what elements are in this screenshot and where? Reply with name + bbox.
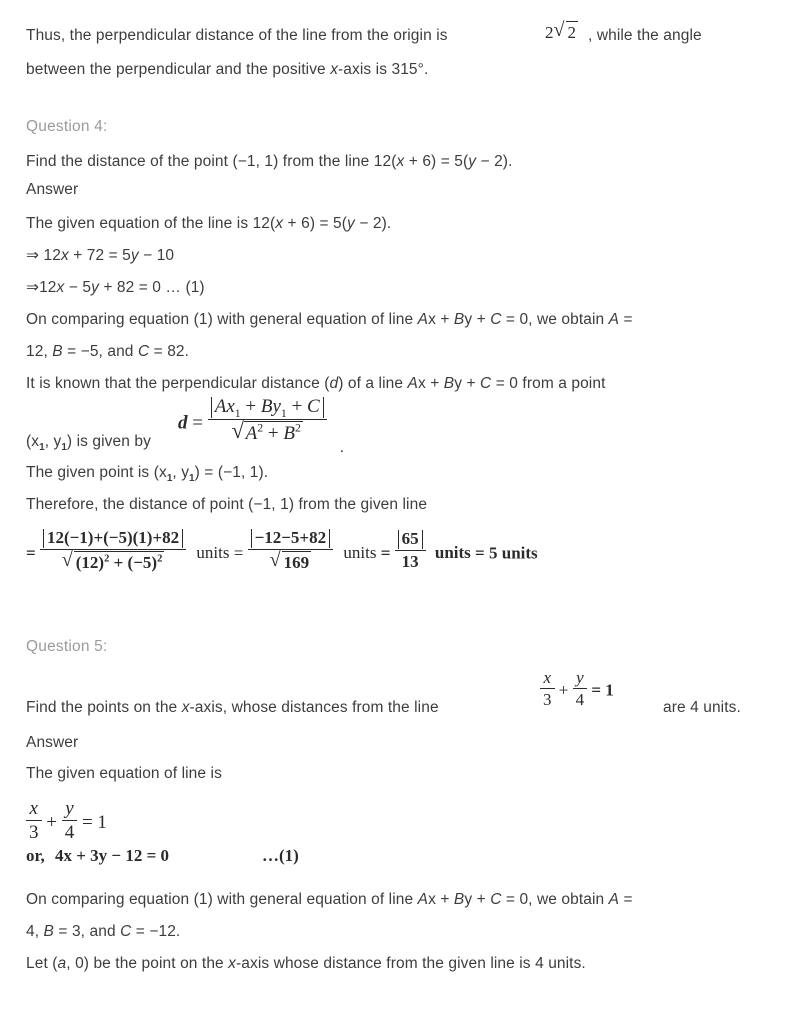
calc-f1-absolute-value: 12(−1)+(−5)(1)+82 xyxy=(43,529,183,548)
q4-known-c: x + xyxy=(417,375,444,392)
q5-inline-plus: + xyxy=(558,680,569,700)
q4-prompt-a: Find the distance of the point (−1, 1) from the line 12( xyxy=(26,153,397,170)
q4-compare-a: On comparing equation (1) with general equation of line xyxy=(26,311,418,328)
formula-num-plus1: + xyxy=(245,396,257,417)
q4-step2-a: ⇒ 12 xyxy=(26,247,61,264)
q4-compare2-c: = 82. xyxy=(149,343,190,360)
q4-givenby-c: ) is given by xyxy=(66,433,151,450)
formula-num-B: B xyxy=(260,396,273,417)
q5-block-fraction-2 xyxy=(62,798,78,844)
q5-block-num-2: y xyxy=(62,798,78,821)
q4-step2-c: − 10 xyxy=(138,247,175,264)
question-4-given-point xyxy=(26,463,268,489)
intro-sqrt-expression xyxy=(545,21,578,43)
q4-known-B: B xyxy=(443,375,455,392)
question-4-therefore: Therefore, the distance of point (−1, 1) from the given line xyxy=(26,496,428,513)
intro-line-1 xyxy=(26,26,448,46)
question-5-let-statement xyxy=(26,954,586,974)
q5-prompt-x: x xyxy=(181,699,190,716)
q4-givenby-sub2: 1 xyxy=(61,442,67,454)
q4-prompt-c: − 2). xyxy=(476,153,513,170)
calc-fraction-3 xyxy=(395,529,426,571)
calc-fraction-1-numerator xyxy=(40,528,186,550)
question-5-equation-block xyxy=(26,798,107,844)
calc-result: 5 units xyxy=(488,543,538,563)
q5-let-x: x xyxy=(228,955,237,972)
q4-compare-b: x + xyxy=(428,311,454,328)
question-4-compare-line-2 xyxy=(26,342,189,362)
q5-compare2-a: 4, xyxy=(26,923,44,940)
q5-block-fraction-1 xyxy=(26,798,42,844)
q5-block-num-1: x xyxy=(26,798,42,821)
formula-num-y-sub: 1 xyxy=(280,406,287,420)
q4-step2-x: x xyxy=(60,247,69,264)
question-5-heading: Question 5: xyxy=(26,638,108,655)
q4-step1-b: + 6) = 5( xyxy=(283,215,348,232)
calc-f1-den-b: (−5) xyxy=(127,552,158,572)
calc-units-2: units xyxy=(343,543,377,563)
q4-known-e: y + xyxy=(454,375,481,392)
calc-fraction-2-numerator xyxy=(248,528,334,550)
q4-known-C: C xyxy=(480,375,492,392)
formula-absolute-value xyxy=(211,397,324,418)
calc-equals-1: = xyxy=(26,543,36,563)
q4-compare-c: y + xyxy=(464,311,491,328)
formula-num-C: C xyxy=(307,396,320,417)
q5-block-den-1: 3 xyxy=(29,822,39,844)
calc-f2-absolute-value: −12−5+82 xyxy=(251,529,331,548)
calc-fraction-2-denominator xyxy=(248,550,334,572)
calc-f1-radicand xyxy=(74,551,165,572)
question-4-step-2 xyxy=(26,246,174,266)
calc-f2-sqrt-icon xyxy=(270,551,312,572)
formula-denominator xyxy=(208,420,327,444)
q5-prompt-a: Find the points on the xyxy=(26,699,182,716)
q4-point-sub1: 1 xyxy=(166,473,173,485)
intro-sqrt-coefficient: 2 xyxy=(545,23,554,42)
q4-step2-y: y xyxy=(130,247,139,264)
q5-compare-d: = 0, we obtain xyxy=(501,891,609,908)
calc-equals-2: = xyxy=(233,543,244,563)
q4-step3-b: − 5 xyxy=(64,279,92,296)
calc-fraction-3-denominator: 13 xyxy=(401,551,419,571)
calc-fraction-3-numerator xyxy=(395,529,426,551)
q5-compare-c: y + xyxy=(464,891,491,908)
question-5-or-line xyxy=(26,846,169,866)
q4-compare-B: B xyxy=(453,311,465,328)
q4-givenby-a: (x xyxy=(26,433,40,450)
formula-num-A: A xyxy=(214,396,227,417)
q4-step3-y: y xyxy=(91,279,99,296)
q5-block-plus: + xyxy=(46,811,57,833)
q4-compare2-C: C xyxy=(137,343,150,360)
formula-den-B-sup: 2 xyxy=(294,421,301,435)
question-4-calculation xyxy=(26,528,538,572)
q5-compare2-B: B xyxy=(43,923,54,940)
q4-known-A: A xyxy=(407,375,418,392)
calc-f1-den-plus: + xyxy=(113,552,124,572)
q5-compare-b: x + xyxy=(428,891,454,908)
q4-compare-A2: A xyxy=(608,311,620,328)
formula-sqrt-icon xyxy=(232,421,303,444)
question-5-answer-label: Answer xyxy=(26,734,79,751)
calc-fraction-1 xyxy=(40,528,186,572)
calc-f1-den-sup2: 2 xyxy=(157,553,163,565)
q4-step1-a: The given equation of the line is 12( xyxy=(26,215,276,232)
q4-compare2-b: = −5, and xyxy=(62,343,138,360)
q5-let-a: Let ( xyxy=(26,955,58,972)
q4-step1-y: y xyxy=(347,215,355,232)
formula-fraction xyxy=(208,396,327,444)
q4-point-c: ) = (−1, 1). xyxy=(194,464,269,481)
formula-den-A: A xyxy=(245,422,258,444)
q5-compare-A: A xyxy=(417,891,429,908)
sqrt-icon xyxy=(554,21,579,43)
question-5-given-line: The given equation of line is xyxy=(26,765,222,782)
q4-compare2-a: 12, xyxy=(26,343,53,360)
question-4-heading: Question 4: xyxy=(26,118,108,135)
formula-num-x: x xyxy=(226,396,235,417)
calc-f2-radicand: 169 xyxy=(283,552,310,572)
q5-prompt-b: -axis, whose distances from the line xyxy=(189,699,439,716)
q4-prompt-b: + 6) = 5( xyxy=(404,153,469,170)
q4-point-a: The given point is (x xyxy=(26,464,167,481)
question-4-known-statement xyxy=(26,374,605,394)
calc-equals-4: = xyxy=(475,543,485,563)
calc-f3-absolute-value: 65 xyxy=(398,530,423,549)
q4-step3-x: x xyxy=(56,279,65,296)
question-4-given-by xyxy=(26,432,151,458)
q5-let-a-var: a xyxy=(57,955,67,972)
q4-prompt-y: y xyxy=(468,153,477,170)
q5-let-c: -axis whose distance from the given line is 4 units. xyxy=(236,955,586,972)
q5-inline-den-1: 3 xyxy=(543,690,552,710)
q5-compare-A2: A xyxy=(608,891,620,908)
formula-numerator xyxy=(208,396,327,420)
q4-point-sub2: 1 xyxy=(189,473,195,485)
q4-known-a: It is known that the perpendicular distance ( xyxy=(26,375,330,392)
intro-line-1-tail-text: , while the angle xyxy=(588,27,702,44)
intro-line-2 xyxy=(26,60,428,80)
calc-f1-sqrt-icon xyxy=(62,551,165,572)
intro-line-2-a: between the perpendicular and the positive xyxy=(26,61,331,78)
question-5-prompt-tail: are 4 units. xyxy=(663,699,741,716)
q4-point-b: , y xyxy=(172,464,190,481)
q5-inline-num-2: y xyxy=(573,668,588,689)
q4-known-f: = 0 from a point xyxy=(491,375,606,392)
q4-compare-A: A xyxy=(417,311,429,328)
formula-trailing-period: . xyxy=(340,440,344,456)
q5-inline-equals: = 1 xyxy=(591,680,614,700)
q5-compare-C: C xyxy=(490,891,502,908)
intro-line-2-italic-x: x xyxy=(330,61,339,78)
q5-compare2-b: = 3, and xyxy=(54,923,121,940)
q4-givenby-b: , y xyxy=(44,433,62,450)
q4-prompt-x: x xyxy=(396,153,405,170)
q4-compare-e: = xyxy=(619,311,633,328)
q4-compare-C: C xyxy=(490,311,502,328)
q5-let-b: , 0) be the point on the xyxy=(66,955,229,972)
q4-known-b: ) of a line xyxy=(338,375,408,392)
calc-units-3: units xyxy=(434,543,471,563)
q4-givenby-sub1: 1 xyxy=(39,442,45,454)
calc-f1-den-a: (12) xyxy=(75,552,105,572)
question-4-answer-label: Answer xyxy=(26,181,79,198)
formula-den-plus: + xyxy=(267,422,279,444)
formula-den-A-sup: 2 xyxy=(257,421,264,435)
q5-compare2-C: C xyxy=(120,923,132,940)
q4-known-d: d xyxy=(329,375,339,392)
question-5-inline-equation xyxy=(540,668,614,709)
formula-den-B: B xyxy=(283,422,295,444)
q4-compare2-B: B xyxy=(52,343,63,360)
q5-inline-num-1: x xyxy=(540,668,555,689)
formula-equals: = xyxy=(192,412,203,434)
intro-sqrt-radicand: 2 xyxy=(567,23,576,42)
calc-units-1: units xyxy=(196,543,230,563)
intro-line-1-tail xyxy=(588,26,702,46)
calc-equals-3: = xyxy=(380,543,391,563)
formula-num-y: y xyxy=(272,396,281,417)
calc-f1-den-sup1: 2 xyxy=(104,553,110,565)
q5-compare2-c: = −12. xyxy=(131,923,181,940)
q4-step3-a: ⇒12 xyxy=(26,279,57,296)
q5-or-body: 4x + 3y − 12 = 0 xyxy=(55,846,170,865)
question-4-prompt xyxy=(26,152,512,172)
distance-formula xyxy=(178,396,327,444)
q4-step1-c: − 2). xyxy=(354,215,392,232)
formula-num-plus2: + xyxy=(291,396,303,417)
q4-step1-x: x xyxy=(275,215,284,232)
question-4-step-3 xyxy=(26,278,205,298)
q5-compare-e: = xyxy=(619,891,633,908)
question-5-compare-line-1 xyxy=(26,890,633,910)
question-5-equation-tag: …(1) xyxy=(262,846,299,865)
q4-step2-b: + 72 = 5 xyxy=(68,247,131,264)
q5-block-equals: = 1 xyxy=(81,811,107,833)
formula-num-x-sub: 1 xyxy=(234,406,241,420)
question-4-compare-line-1 xyxy=(26,310,633,330)
q5-compare-a: On comparing equation (1) with general equation of line xyxy=(26,891,418,908)
intro-line-1-text: Thus, the perpendicular distance of the line from the origin is xyxy=(26,27,448,44)
question-5-prompt xyxy=(26,698,439,718)
q4-compare-d: = 0, we obtain xyxy=(501,311,609,328)
q5-block-den-2: 4 xyxy=(64,822,75,844)
question-4-step-1 xyxy=(26,214,391,234)
calc-fraction-2 xyxy=(248,528,334,572)
intro-line-2-b: -axis is 315°. xyxy=(338,61,429,78)
calc-fraction-1-denominator xyxy=(40,550,186,572)
formula-den-radicand xyxy=(244,421,303,444)
formula-lhs-d: d xyxy=(178,412,188,434)
q5-inline-fraction-1 xyxy=(540,668,555,709)
q5-compare-B: B xyxy=(453,891,465,908)
q5-inline-den-2: 4 xyxy=(575,690,585,710)
q5-or-prefix: or, xyxy=(26,846,45,865)
question-5-compare-line-2 xyxy=(26,922,180,942)
q5-inline-fraction-2 xyxy=(573,668,588,709)
q4-step3-c: + 82 = 0 … (1) xyxy=(98,279,205,296)
